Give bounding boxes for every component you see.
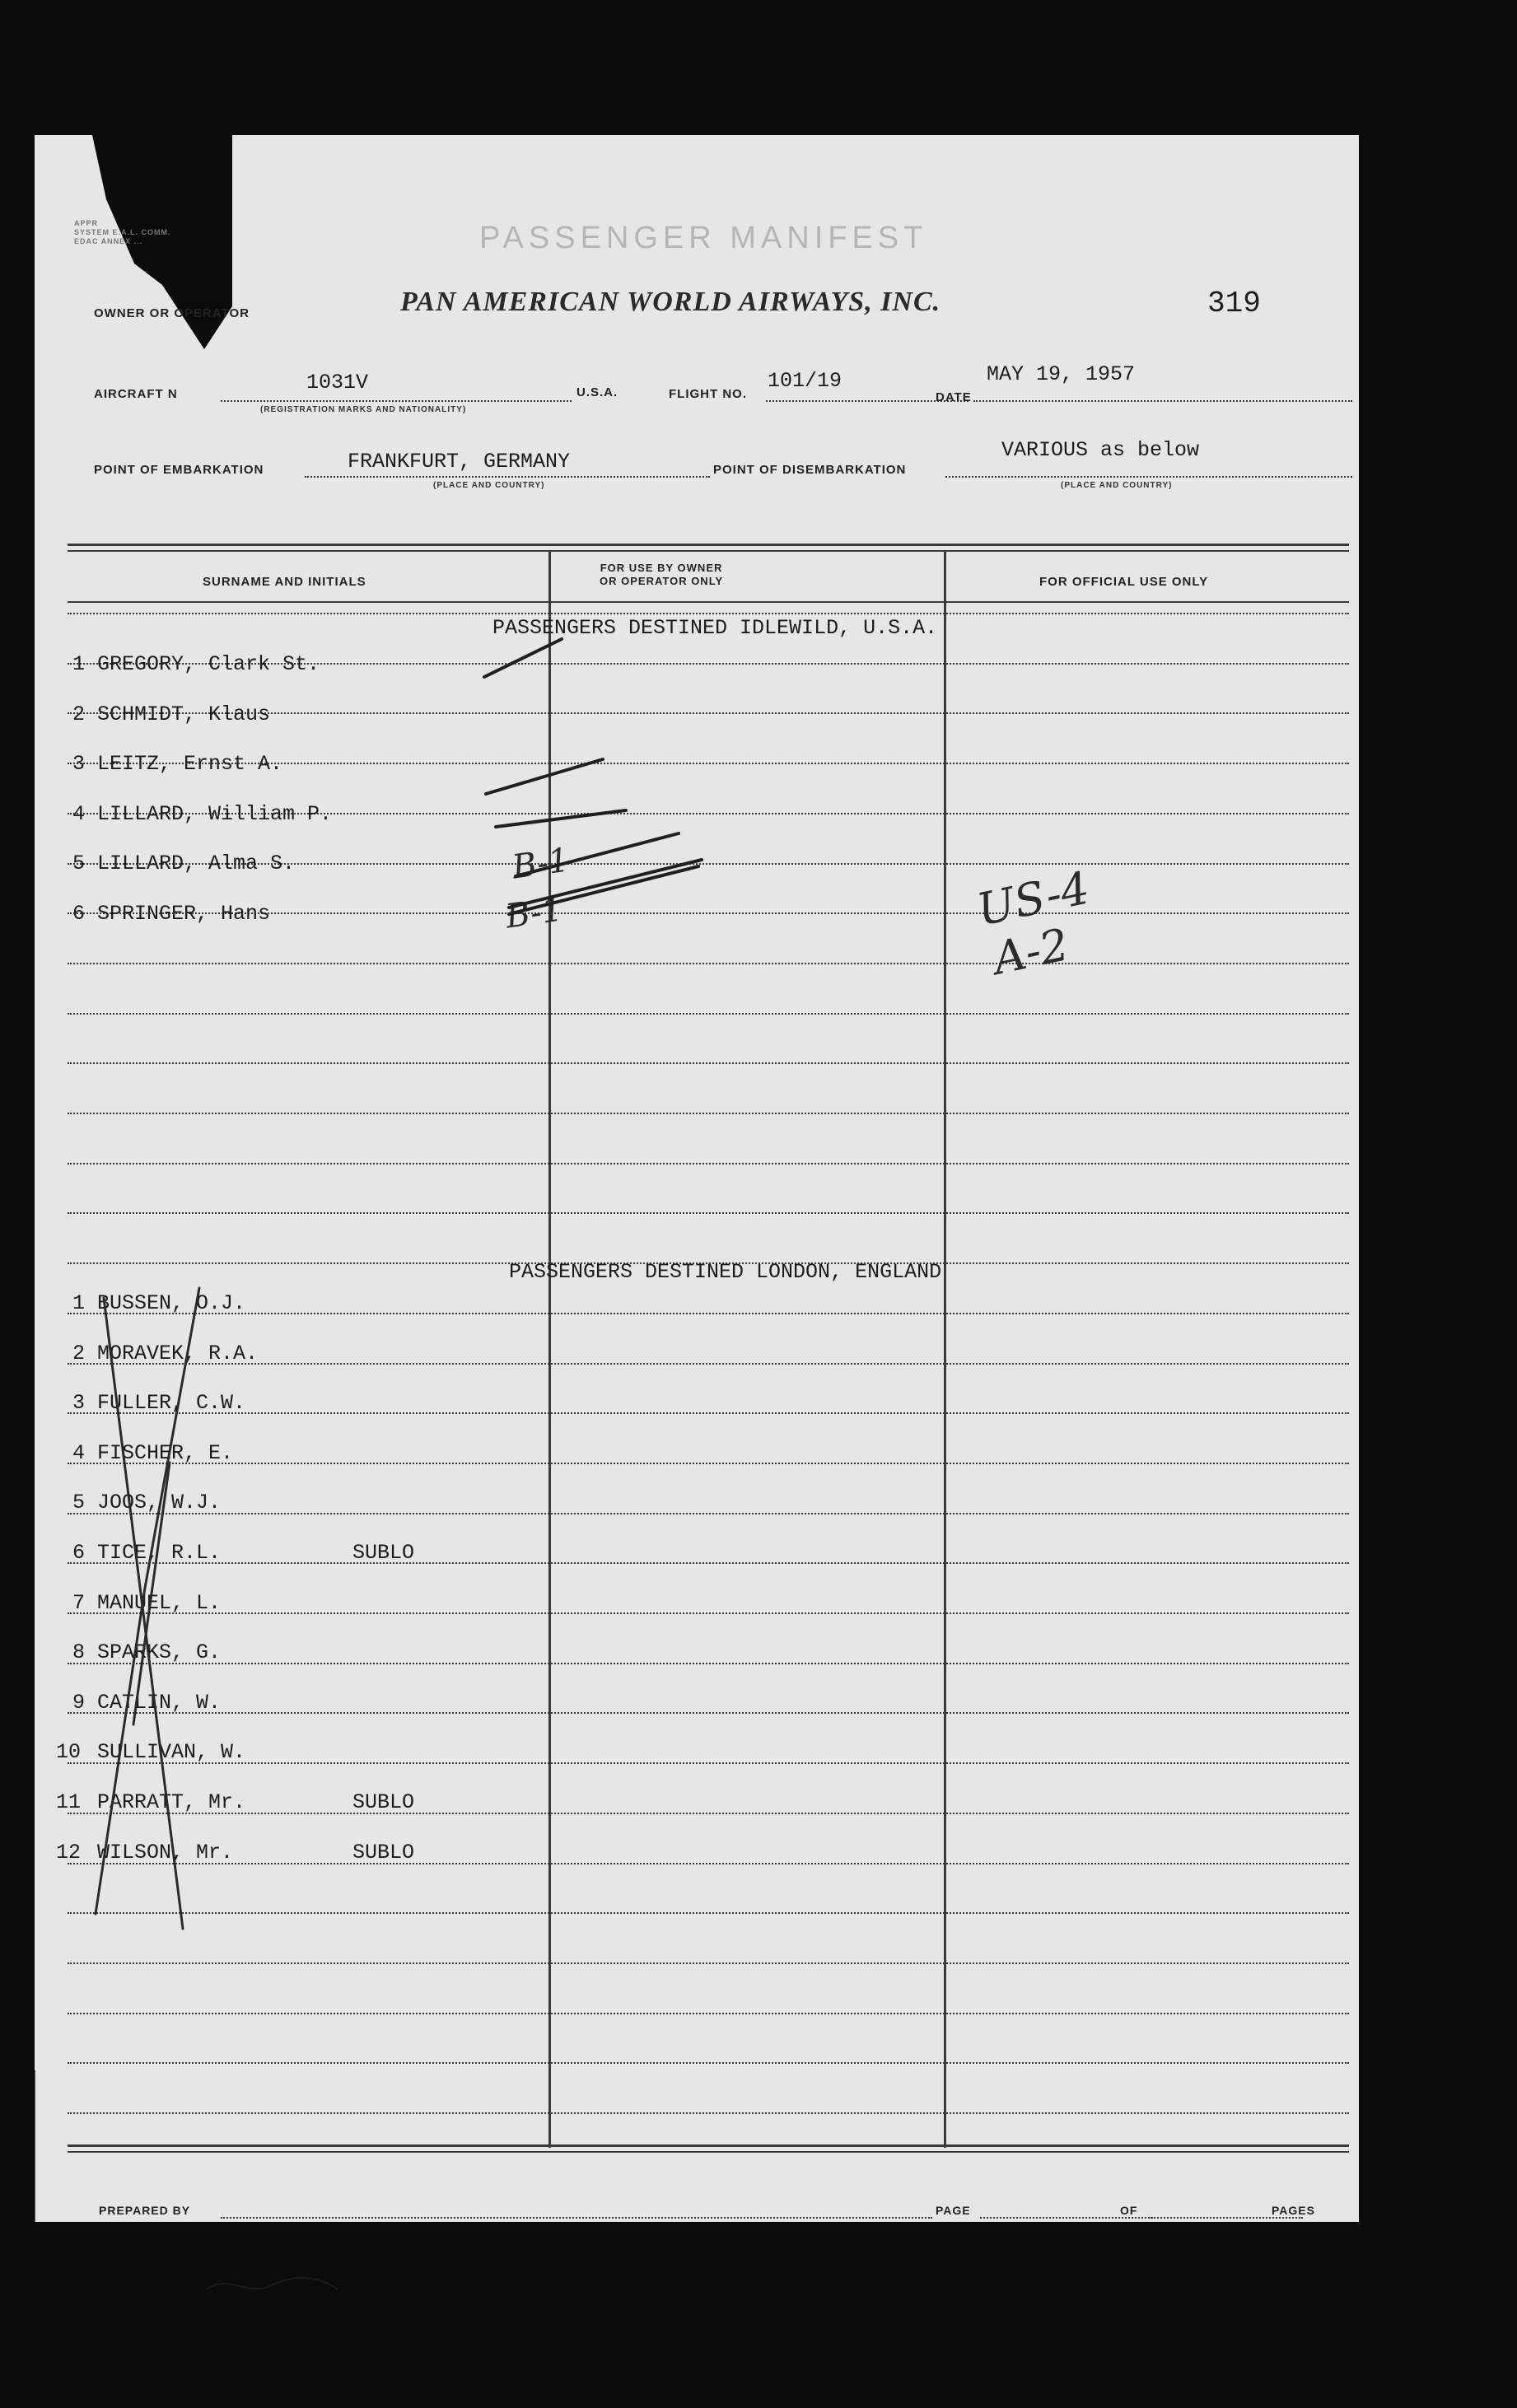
form-title: PASSENGER MANIFEST — [479, 221, 928, 255]
passenger-name: LILLARD, William P. — [97, 801, 333, 826]
passenger-number: 5 — [72, 1491, 86, 1515]
row-rule — [68, 1962, 1349, 1964]
embarkation-caption: (PLACE AND COUNTRY) — [433, 481, 545, 490]
passenger-number: 11 — [56, 1790, 82, 1814]
column-header-rule — [68, 601, 1349, 603]
passenger-row — [35, 1441, 1352, 1469]
date-label: DATE — [936, 390, 972, 404]
passenger-name: MANUEL, L. — [97, 1590, 222, 1615]
manifest-sheet — [35, 135, 1359, 2222]
disembarkation-label: POINT OF DISEMBARKATION — [713, 463, 907, 477]
passenger-number: 6 — [72, 1541, 86, 1565]
prepared-by-label: PREPARED BY — [99, 2204, 191, 2217]
passenger-row — [35, 1691, 1352, 1719]
passenger-name: BUSSEN, O.J. — [97, 1291, 246, 1315]
row-rule — [68, 1212, 1349, 1214]
bottom-scribble — [198, 2273, 346, 2298]
passenger-number: 7 — [72, 1590, 86, 1615]
approval-line: SYSTEM E.A.L. COMM. — [74, 228, 171, 236]
passenger-row — [35, 702, 1352, 730]
aircraft-value: 1031V — [306, 371, 369, 394]
of-label: OF — [1120, 2204, 1138, 2217]
approval-line: APPR — [74, 219, 99, 227]
passenger-number: 3 — [72, 752, 86, 777]
owner-value: PAN AMERICAN WORLD AIRWAYS, INC. — [400, 287, 941, 317]
row-rule — [68, 963, 1349, 964]
aircraft-label: AIRCRAFT N — [94, 387, 178, 401]
passenger-row — [35, 852, 1352, 880]
passenger-row — [35, 1740, 1352, 1768]
table-top-rule-inner — [68, 550, 1349, 552]
passenger-name: JOOS, W.J. — [97, 1491, 222, 1515]
embarkation-value: FRANKFURT, GERMANY — [348, 450, 571, 474]
embarkation-underline — [305, 476, 710, 478]
passenger-name: WILSON, Mr. — [97, 1840, 234, 1864]
passenger-note: SUBLO — [352, 1840, 415, 1864]
passenger-number: 1 — [72, 652, 86, 676]
passenger-name: TICE, R.L. — [97, 1541, 222, 1565]
handwritten-mark-b1-row2: B-1 — [510, 841, 572, 887]
passenger-row — [35, 1591, 1352, 1619]
embarkation-label: POINT OF EMBARKATION — [94, 463, 264, 477]
passenger-row — [35, 902, 1352, 930]
passenger-row — [35, 652, 1352, 680]
passenger-number: 1 — [72, 1291, 86, 1315]
passenger-row — [35, 1391, 1352, 1419]
passenger-row — [35, 1640, 1352, 1668]
approval-block — [74, 219, 171, 246]
passenger-number: 5 — [72, 852, 86, 876]
row-rule — [68, 1062, 1349, 1064]
passenger-number: 9 — [72, 1690, 86, 1715]
row-rule — [68, 2013, 1349, 2014]
passenger-name: SPRINGER, Hans — [97, 902, 271, 926]
table-bottom-rule-inner — [68, 2151, 1349, 2153]
handwritten-mark-b1-row3: B-1 — [503, 890, 565, 936]
passenger-row — [35, 1491, 1352, 1519]
passenger-row — [35, 1342, 1352, 1370]
passenger-row — [35, 752, 1352, 780]
passenger-number: 3 — [72, 1391, 86, 1416]
passenger-row — [35, 1291, 1352, 1319]
passenger-name: LILLARD, Alma S. — [97, 852, 296, 876]
row-rule — [68, 1163, 1349, 1164]
handwritten-official-a2: A-2 — [988, 918, 1074, 985]
row-rule — [68, 2112, 1349, 2114]
passenger-number: 6 — [72, 902, 86, 926]
column-header-official-use: FOR OFFICIAL USE ONLY — [1039, 575, 1209, 589]
passenger-number: 12 — [56, 1840, 82, 1864]
column-header-surname: SURNAME AND INITIALS — [203, 575, 366, 589]
group-heading-london: PASSENGERS DESTINED LONDON, ENGLAND — [509, 1260, 942, 1284]
passenger-number: 8 — [72, 1640, 86, 1665]
passenger-name: MORAVEK, R.A. — [97, 1341, 259, 1365]
table-top-rule — [68, 544, 1349, 546]
passenger-number: 2 — [72, 702, 86, 726]
row-rule — [68, 613, 1349, 614]
passenger-number: 4 — [72, 801, 86, 826]
row-rule — [68, 1013, 1349, 1015]
column-header-owner-use: FOR USE BY OWNER OR OPERATOR ONLY — [600, 562, 724, 587]
disembarkation-caption: (PLACE AND COUNTRY) — [1061, 481, 1173, 490]
passenger-name: PARRATT, Mr. — [97, 1790, 246, 1814]
owner-label: OWNER OR OPERATOR — [94, 306, 250, 320]
disembarkation-underline — [945, 476, 1352, 478]
usa-label: U.S.A. — [576, 385, 618, 399]
flight-value: 101/19 — [768, 369, 843, 393]
passenger-row — [35, 802, 1352, 830]
pages-label: PAGES — [1272, 2204, 1315, 2217]
passenger-name: SULLIVAN, W. — [97, 1740, 246, 1765]
aircraft-underline — [221, 400, 572, 402]
passenger-name: LEITZ, Ernst A. — [97, 752, 283, 777]
passenger-note: SUBLO — [352, 1790, 415, 1814]
table-bottom-rule — [68, 2144, 1349, 2147]
date-underline — [973, 400, 1352, 402]
passenger-number: 10 — [56, 1740, 82, 1765]
passenger-name: CATLIN, W. — [97, 1690, 222, 1715]
passenger-name: SPARKS, G. — [97, 1640, 222, 1665]
aircraft-caption: (REGISTRATION MARKS AND NATIONALITY) — [260, 405, 467, 414]
row-rule — [68, 1912, 1349, 1914]
flight-label: FLIGHT NO. — [669, 387, 747, 401]
row-rule — [68, 2062, 1349, 2064]
passenger-name: SCHMIDT, Klaus — [97, 702, 271, 726]
passenger-number: 4 — [72, 1440, 86, 1465]
disembarkation-value: VARIOUS as below — [1001, 438, 1200, 462]
passenger-name: GREGORY, Clark St. — [97, 652, 320, 676]
handwritten-official-us4: US-4 — [972, 861, 1095, 936]
page-stamp-number: 319 — [1207, 287, 1261, 320]
passenger-note: SUBLO — [352, 1541, 415, 1565]
passenger-row — [35, 1541, 1352, 1569]
row-rule — [68, 1113, 1349, 1114]
page-label: PAGE — [936, 2204, 971, 2217]
passenger-number: 2 — [72, 1341, 86, 1365]
page-underline — [980, 2217, 1153, 2219]
passenger-name: FULLER, C.W. — [97, 1391, 246, 1416]
of-underline — [1148, 2217, 1303, 2219]
prepared-by-underline — [221, 2217, 932, 2219]
passenger-row — [35, 1790, 1352, 1818]
group-heading-idlewild: PASSENGERS DESTINED IDLEWILD, U.S.A. — [492, 616, 938, 640]
date-value: MAY 19, 1957 — [987, 362, 1136, 386]
passenger-row — [35, 1841, 1352, 1869]
approval-line: EDAC ANNEX ... — [74, 237, 143, 245]
passenger-name: FISCHER, E. — [97, 1440, 234, 1465]
